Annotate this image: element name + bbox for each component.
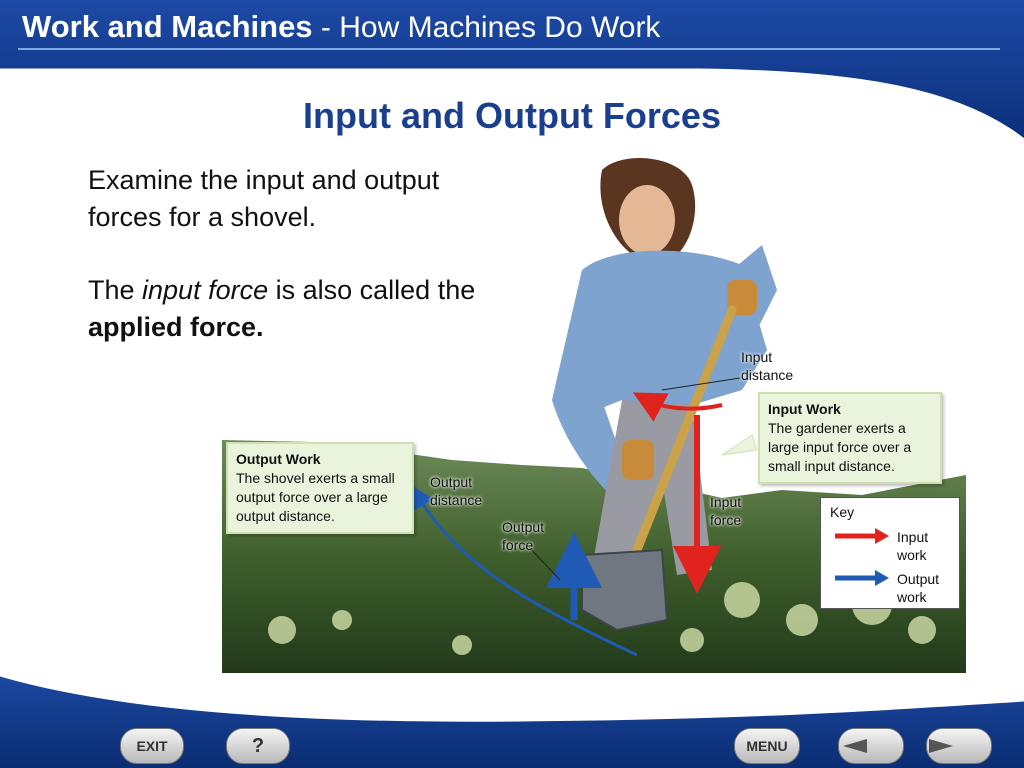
input-work-pointer xyxy=(722,435,757,455)
para2-prefix: The xyxy=(88,275,143,305)
exit-button[interactable]: EXIT xyxy=(120,728,184,764)
para2-mid: is also called the xyxy=(268,275,476,305)
shovel-blade xyxy=(582,550,667,630)
label-input-force: Input force xyxy=(710,494,742,528)
label-output-force: Output force xyxy=(502,519,545,553)
para2-italic: input force xyxy=(142,275,269,305)
header-title-sub: - How Machines Do Work xyxy=(312,11,661,44)
label-input-distance: Input distance xyxy=(741,349,794,383)
header-title xyxy=(22,9,660,45)
label-output-distance: Output distance xyxy=(430,474,483,508)
next-arrow-icon xyxy=(927,737,957,755)
next-button[interactable] xyxy=(926,728,992,764)
header-title-bold: Work and Machines xyxy=(22,9,313,44)
output-work-callout xyxy=(226,442,414,534)
input-work-text: The gardener exerts a large input force over a small input distance. xyxy=(768,420,912,474)
input-work-title: Input Work xyxy=(768,401,841,417)
back-arrow-icon xyxy=(839,737,869,755)
back-button[interactable] xyxy=(838,728,904,764)
help-button[interactable]: ? xyxy=(226,728,290,764)
slide-title: Input and Output Forces xyxy=(303,95,721,136)
legend-key xyxy=(820,497,960,609)
key-output-label: Output work xyxy=(897,571,940,605)
paragraph-examine: Examine the input and output forces for a shovel. xyxy=(88,165,440,232)
footer-bar xyxy=(0,670,1024,768)
menu-button[interactable]: MENU xyxy=(734,728,800,764)
input-work-callout xyxy=(758,392,942,484)
shovel-figure xyxy=(222,150,966,673)
output-work-title: Output Work xyxy=(236,451,321,467)
output-work-text: The shovel exerts a small output force over a large output distance. xyxy=(236,470,395,524)
para2-bold: applied force. xyxy=(88,312,264,342)
key-input-label: Input work xyxy=(897,529,929,563)
key-arrows xyxy=(833,524,893,614)
key-title: Key xyxy=(830,504,855,520)
